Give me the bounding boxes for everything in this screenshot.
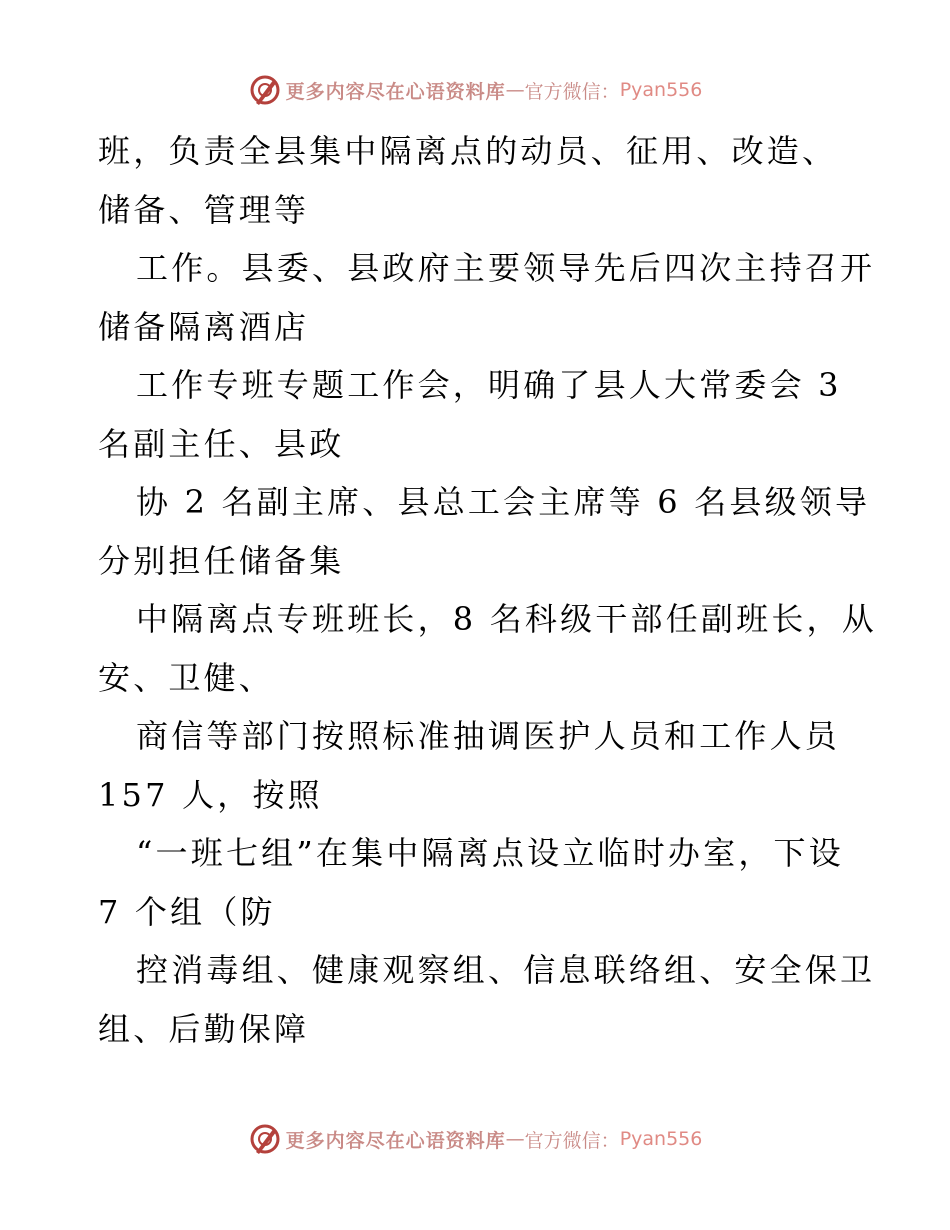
- watermark-left-text: 更多内容尽在心语资料库: [285, 1129, 506, 1152]
- body-line: 分别担任储备集: [98, 541, 345, 580]
- body-line: 商信等部门按照标准抽调医护人员和工作人员: [136, 717, 841, 755]
- document-body: [98, 122, 877, 1058]
- body-line: 工作专班专题工作会，明确了县人大常委会 3: [136, 366, 842, 404]
- pen-logo-icon: [248, 73, 282, 107]
- body-line: 7 个组（防: [98, 892, 276, 931]
- footer-watermark: [0, 1119, 950, 1159]
- body-line: 储备、管理等: [98, 190, 310, 229]
- body-line: 157 人，按照: [98, 775, 323, 814]
- pen-logo-icon: [248, 1122, 282, 1156]
- body-line: 储备隔离酒店: [98, 307, 310, 346]
- body-line: 组、后勤保障: [98, 1009, 310, 1048]
- watermark-dash: —: [505, 79, 525, 101]
- header-watermark: [0, 70, 950, 110]
- watermark-wechat-id: Pyan556: [619, 79, 703, 101]
- body-line: “一班七组”在集中隔离点设立临时办室，下设: [136, 834, 844, 872]
- body-line: 中隔离点专班班长，8 名科级干部任副班长，从: [136, 600, 877, 638]
- watermark-wechat-id: Pyan556: [619, 1128, 703, 1150]
- watermark-right-text: 官方微信：: [524, 1129, 620, 1152]
- body-line: 协 2 名副主席、县总工会主席等 6 名县级领导: [136, 483, 871, 521]
- watermark-dash: —: [505, 1128, 525, 1150]
- body-line: 名副主任、县政: [98, 424, 345, 463]
- body-line: 安、卫健、: [98, 658, 275, 697]
- body-line: 控消毒组、健康观察组、信息联络组、安全保卫: [136, 951, 876, 989]
- watermark-left-text: 更多内容尽在心语资料库: [285, 80, 506, 103]
- body-line: 班，负责全县集中隔离点的动员、征用、改造、: [98, 132, 838, 170]
- body-line: 工作。县委、县政府主要领导先后四次主持召开: [136, 249, 876, 287]
- watermark-right-text: 官方微信：: [524, 80, 620, 103]
